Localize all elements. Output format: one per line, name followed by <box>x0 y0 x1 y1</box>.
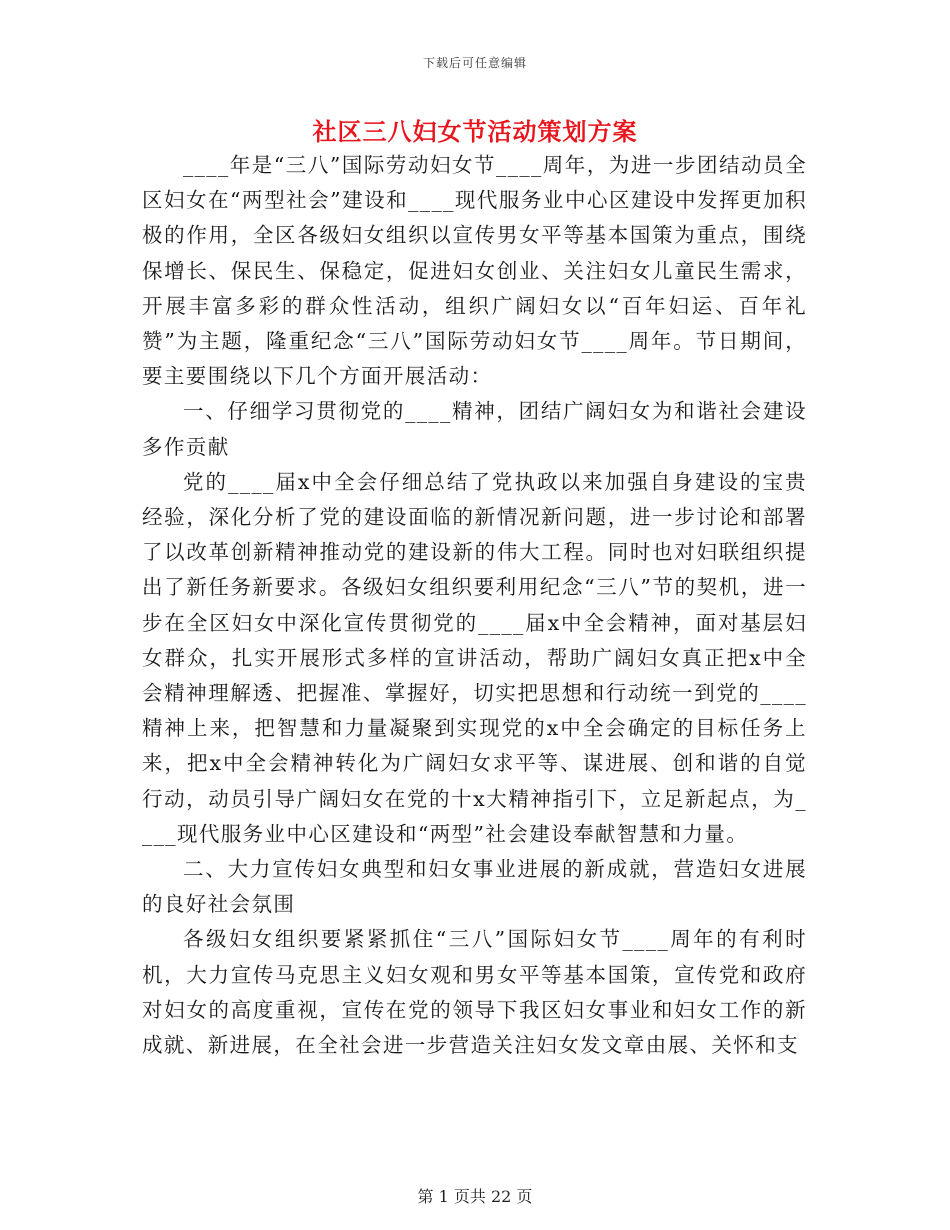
page-footer: 第 1 页共 22 页 <box>417 1187 533 1206</box>
document-title: 社区三八妇女节活动策划方案 <box>312 117 638 146</box>
paragraph-section-1: 党的____届x中全会仔细总结了党执政以来加强自身建设的宝贵经验，深化分析了党的建设面临的新情况新问题，进一步讨论和部署了以改革创新精神推动党的建设新的伟大工程。同时也对妇联组织提出了新任务新要求。各级妇女组织要利用纪念“三八”节的契机，进一步在全区妇女中深化宣传贯彻党的____届x中全会精神，面对基层妇女群众，扎实开展形式多样的宣讲活动，帮助广阔妇女真正把x中全会精神理解透、把握准、掌握好，切实把思想和行动统一到党的____精神上来，把智慧和力量凝聚到实现党的x中全会确定的目标任务上来，把x中全会精神转化为广阔妇女求平等、谋进展、创和谐的自觉行动，动员引导广阔妇女在党的十x大精神指引下，立足新起点，为____现代服务业中心区建设和“两型”社会建设奉献智慧和力量。 <box>142 469 807 846</box>
document-body <box>142 148 807 1063</box>
paragraph-intro: ____年是“三八”国际劳动妇女节____周年，为进一步团结动员全区妇女在“两型社会”建设和____现代服务业中心区建设中发挥更加积极的作用，全区各级妇女组织以宣传男女平等基本国策为重点，围绕保增长、保民生、保稳定，促进妇女创业、关注妇女儿童民生需求，开展丰富多彩的群众性活动，组织广阔妇女以“百年妇运、百年礼赞”为主题，隆重纪念“三八”国际劳动妇女节____周年。节日期间，要主要围绕以下几个方面开展活动： <box>142 153 807 389</box>
section-heading-1: 一、仔细学习贯彻党的____精神，团结广阔妇女为和谐社会建设多作贡献 <box>142 399 807 459</box>
header-note: 下载后可任意编辑 <box>422 56 527 70</box>
paragraph-section-2: 各级妇女组织要紧紧抓住“三八”国际妇女节____周年的有利时机，大力宣传马克思主义妇女观和男女平等基本国策，宣传党和政府对妇女的高度重视，宣传在党的领导下我区妇女事业和妇女工作的新成就、新进展，在全社会进一步营造关注妇女发文章由展、关怀和支 <box>142 927 807 1058</box>
section-heading-2: 二、大力宣传妇女典型和妇女事业进展的新成就，营造妇女进展的良好社会氛围 <box>142 857 807 917</box>
